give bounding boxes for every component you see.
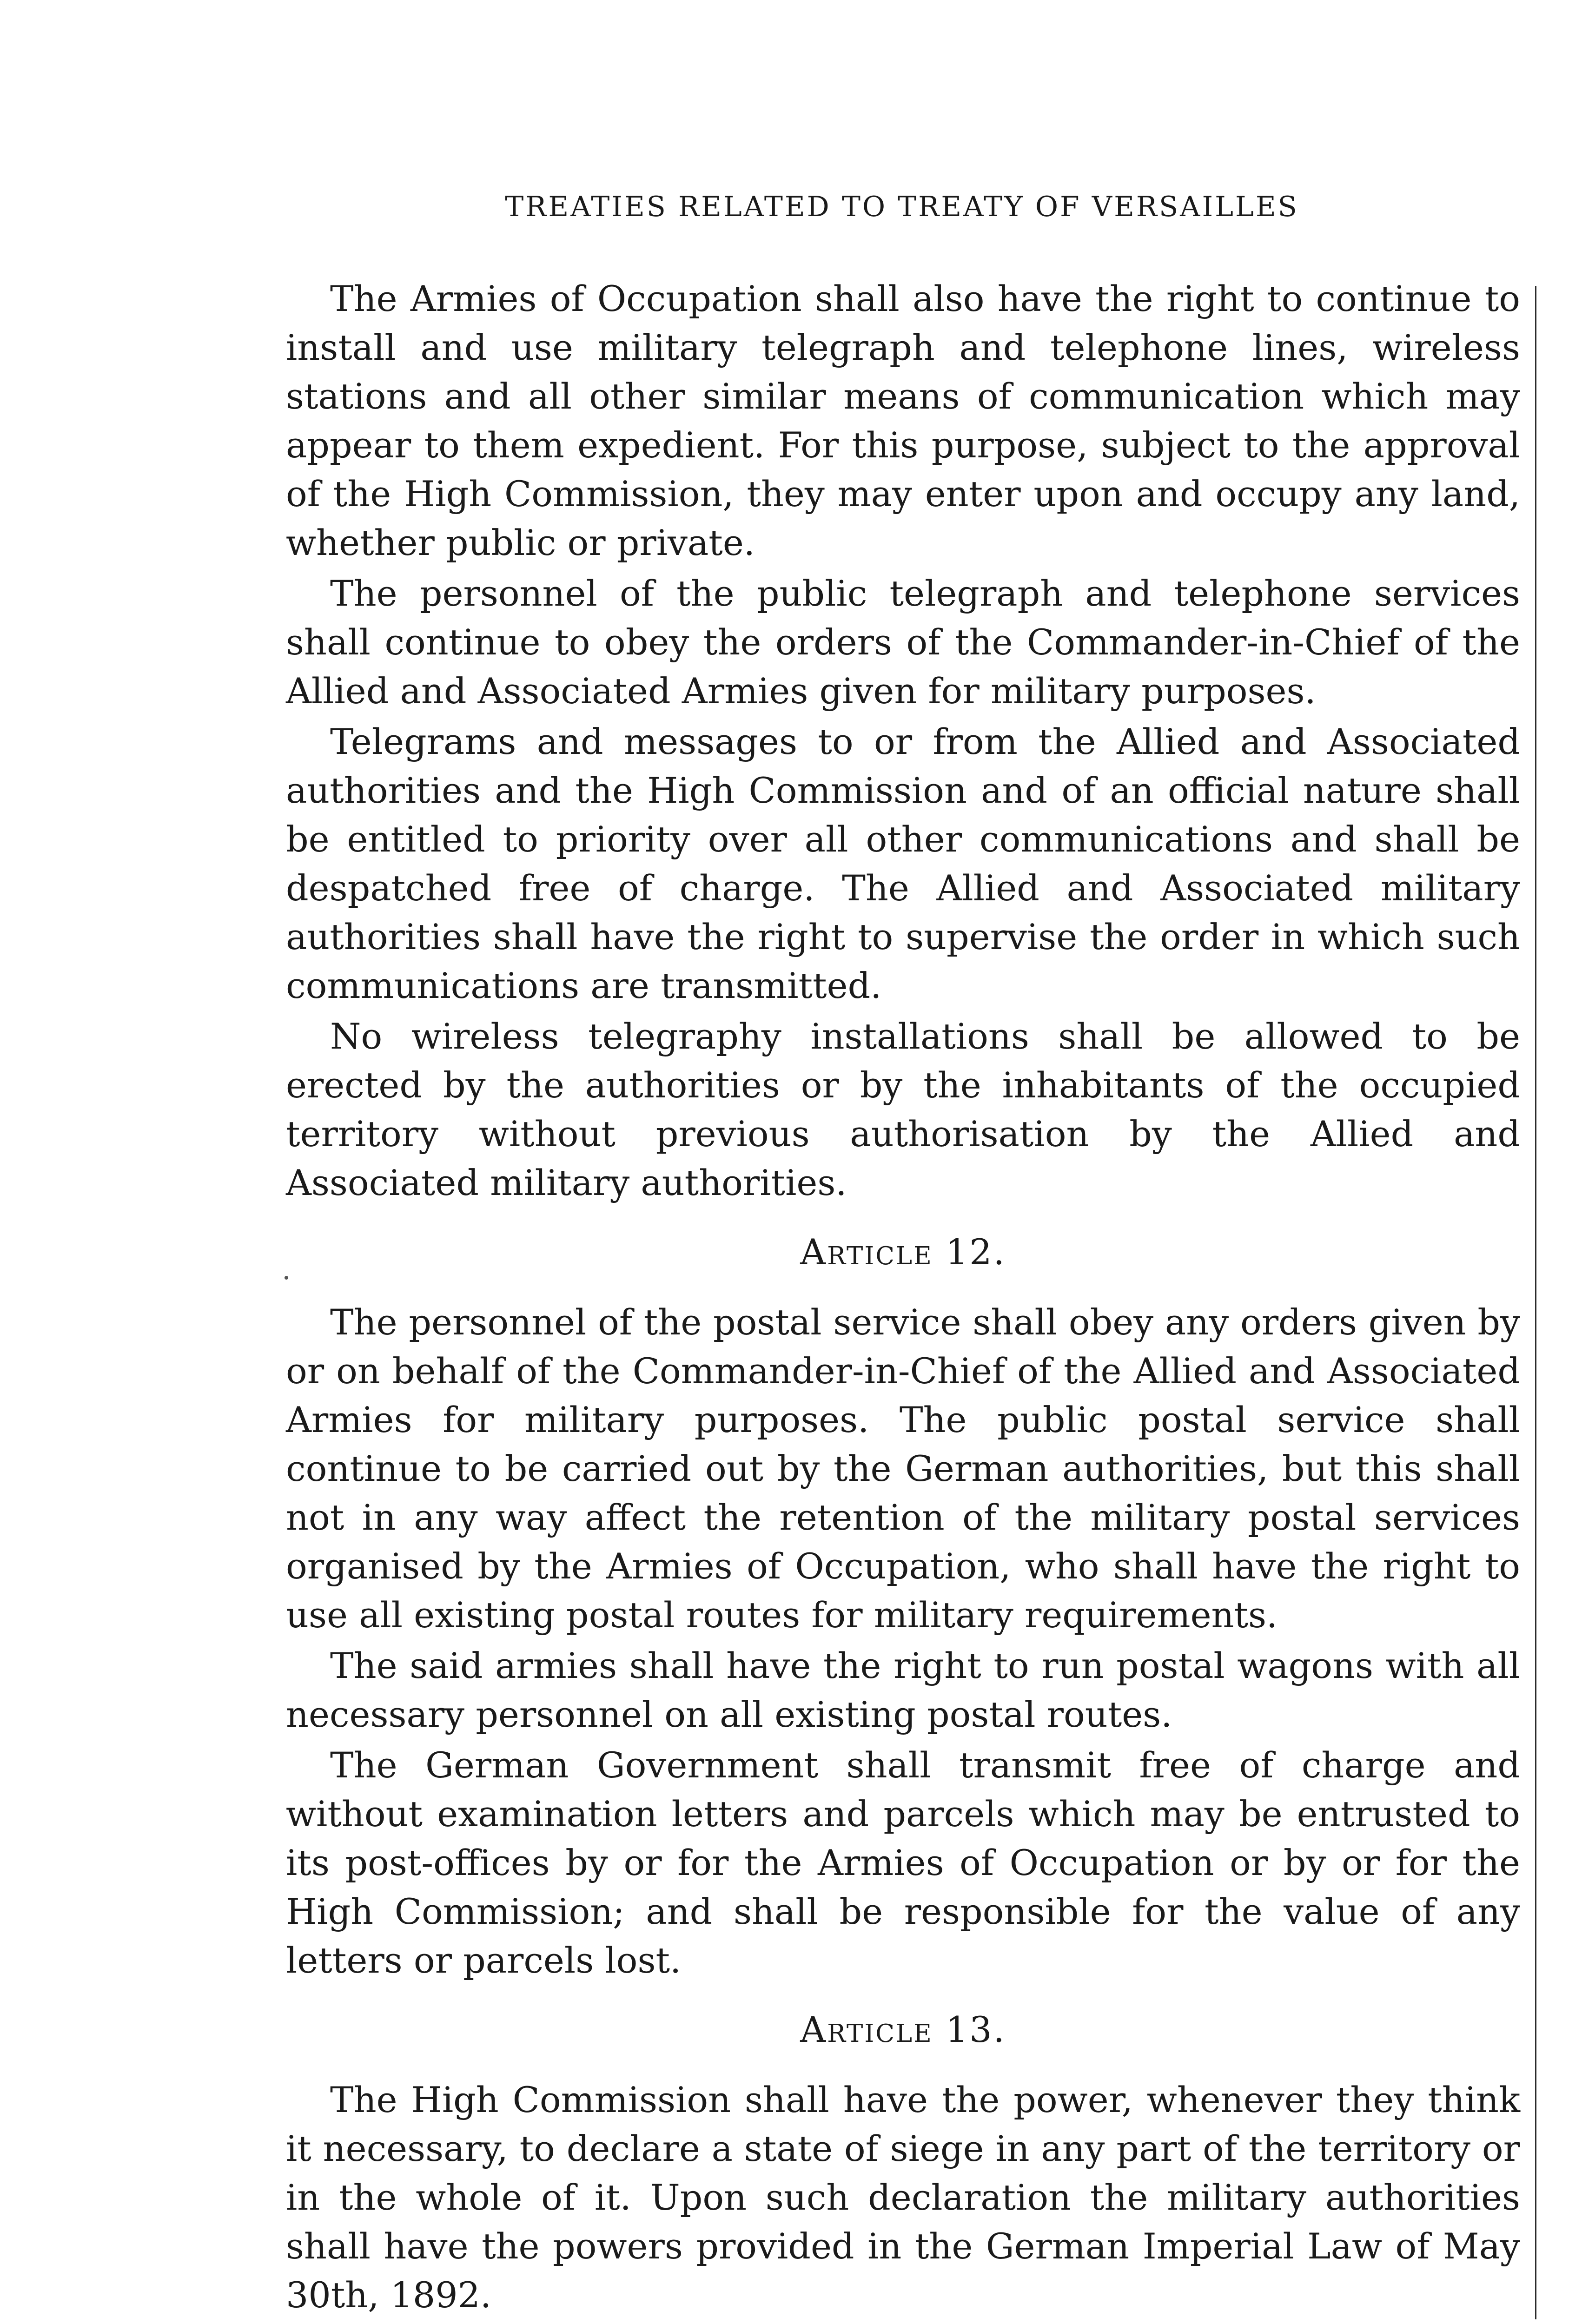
paragraph: The personnel of the public telegraph and telephone services shall continue to obey the orders of the Commander-in-Chief of the Allied and Associated Armies given for military purposes.	[286, 573, 1520, 712]
paragraph: No wireless telegraphy installations shall be allowed to be erected by the authorities or by the inhabitants of the occupied territory without previous authorisation by the Allied and Associated military authorities.	[286, 1016, 1520, 1203]
scan-speck	[285, 1276, 288, 1280]
text-column	[286, 274, 1520, 2319]
paragraph: The said armies shall have the right to run postal wagons with all necessary personnel on all existing postal routes.	[286, 1645, 1520, 1735]
article-12-heading: Article 12.	[800, 1231, 1006, 1273]
margin-rule	[1535, 286, 1536, 2319]
running-head: TREATIES RELATED TO TREATY OF VERSAILLES	[505, 191, 1299, 223]
paragraph: The German Government shall transmit free of charge and without examination letters and parcels which may be entrusted to its post-offices by or for the Armies of Occupation or by or for the High Commission; and shall be responsible for the value of any letters or parcels lost.	[286, 1744, 1520, 1981]
paragraph: The personnel of the postal service shall obey any orders given by or on behalf of the Commander-in-Chief of the Allied and Associated Armies for military purposes. The public postal service shall continue to be carried out by the German authorities, but this shall not in any way affect the retention of the military postal services organised by the Armies of Occupation, who shall have the right to use all existing postal routes for military requirements.	[286, 1301, 1520, 1636]
article-13-heading: Article 13.	[800, 2009, 1006, 2050]
paragraph: The High Commission shall have the power, whenever they think it necessary, to declare a state of siege in any part of the territory or in the whole of it. Upon such declaration the military authorities shall have the powers provided in the German Imperial Law of May 30th, 1892.	[286, 2079, 1520, 2316]
paragraph: Telegrams and messages to or from the Allied and Associated authorities and the High Commission and of an official nature shall be entitled to priority over all other communications and shall be despatched free of charge. The Allied and Associated military authorities shall have the right to supervise the order in which such communications are transmitted.	[286, 721, 1520, 1006]
paragraph: The Armies of Occupation shall also have the right to continue to install and use military telegraph and telephone lines, wireless stations and all other similar means of communication which may appear to them expedient. For this purpose, subject to the approval of the High Commission, they may enter upon and occupy any land, whether public or private.	[286, 278, 1520, 563]
